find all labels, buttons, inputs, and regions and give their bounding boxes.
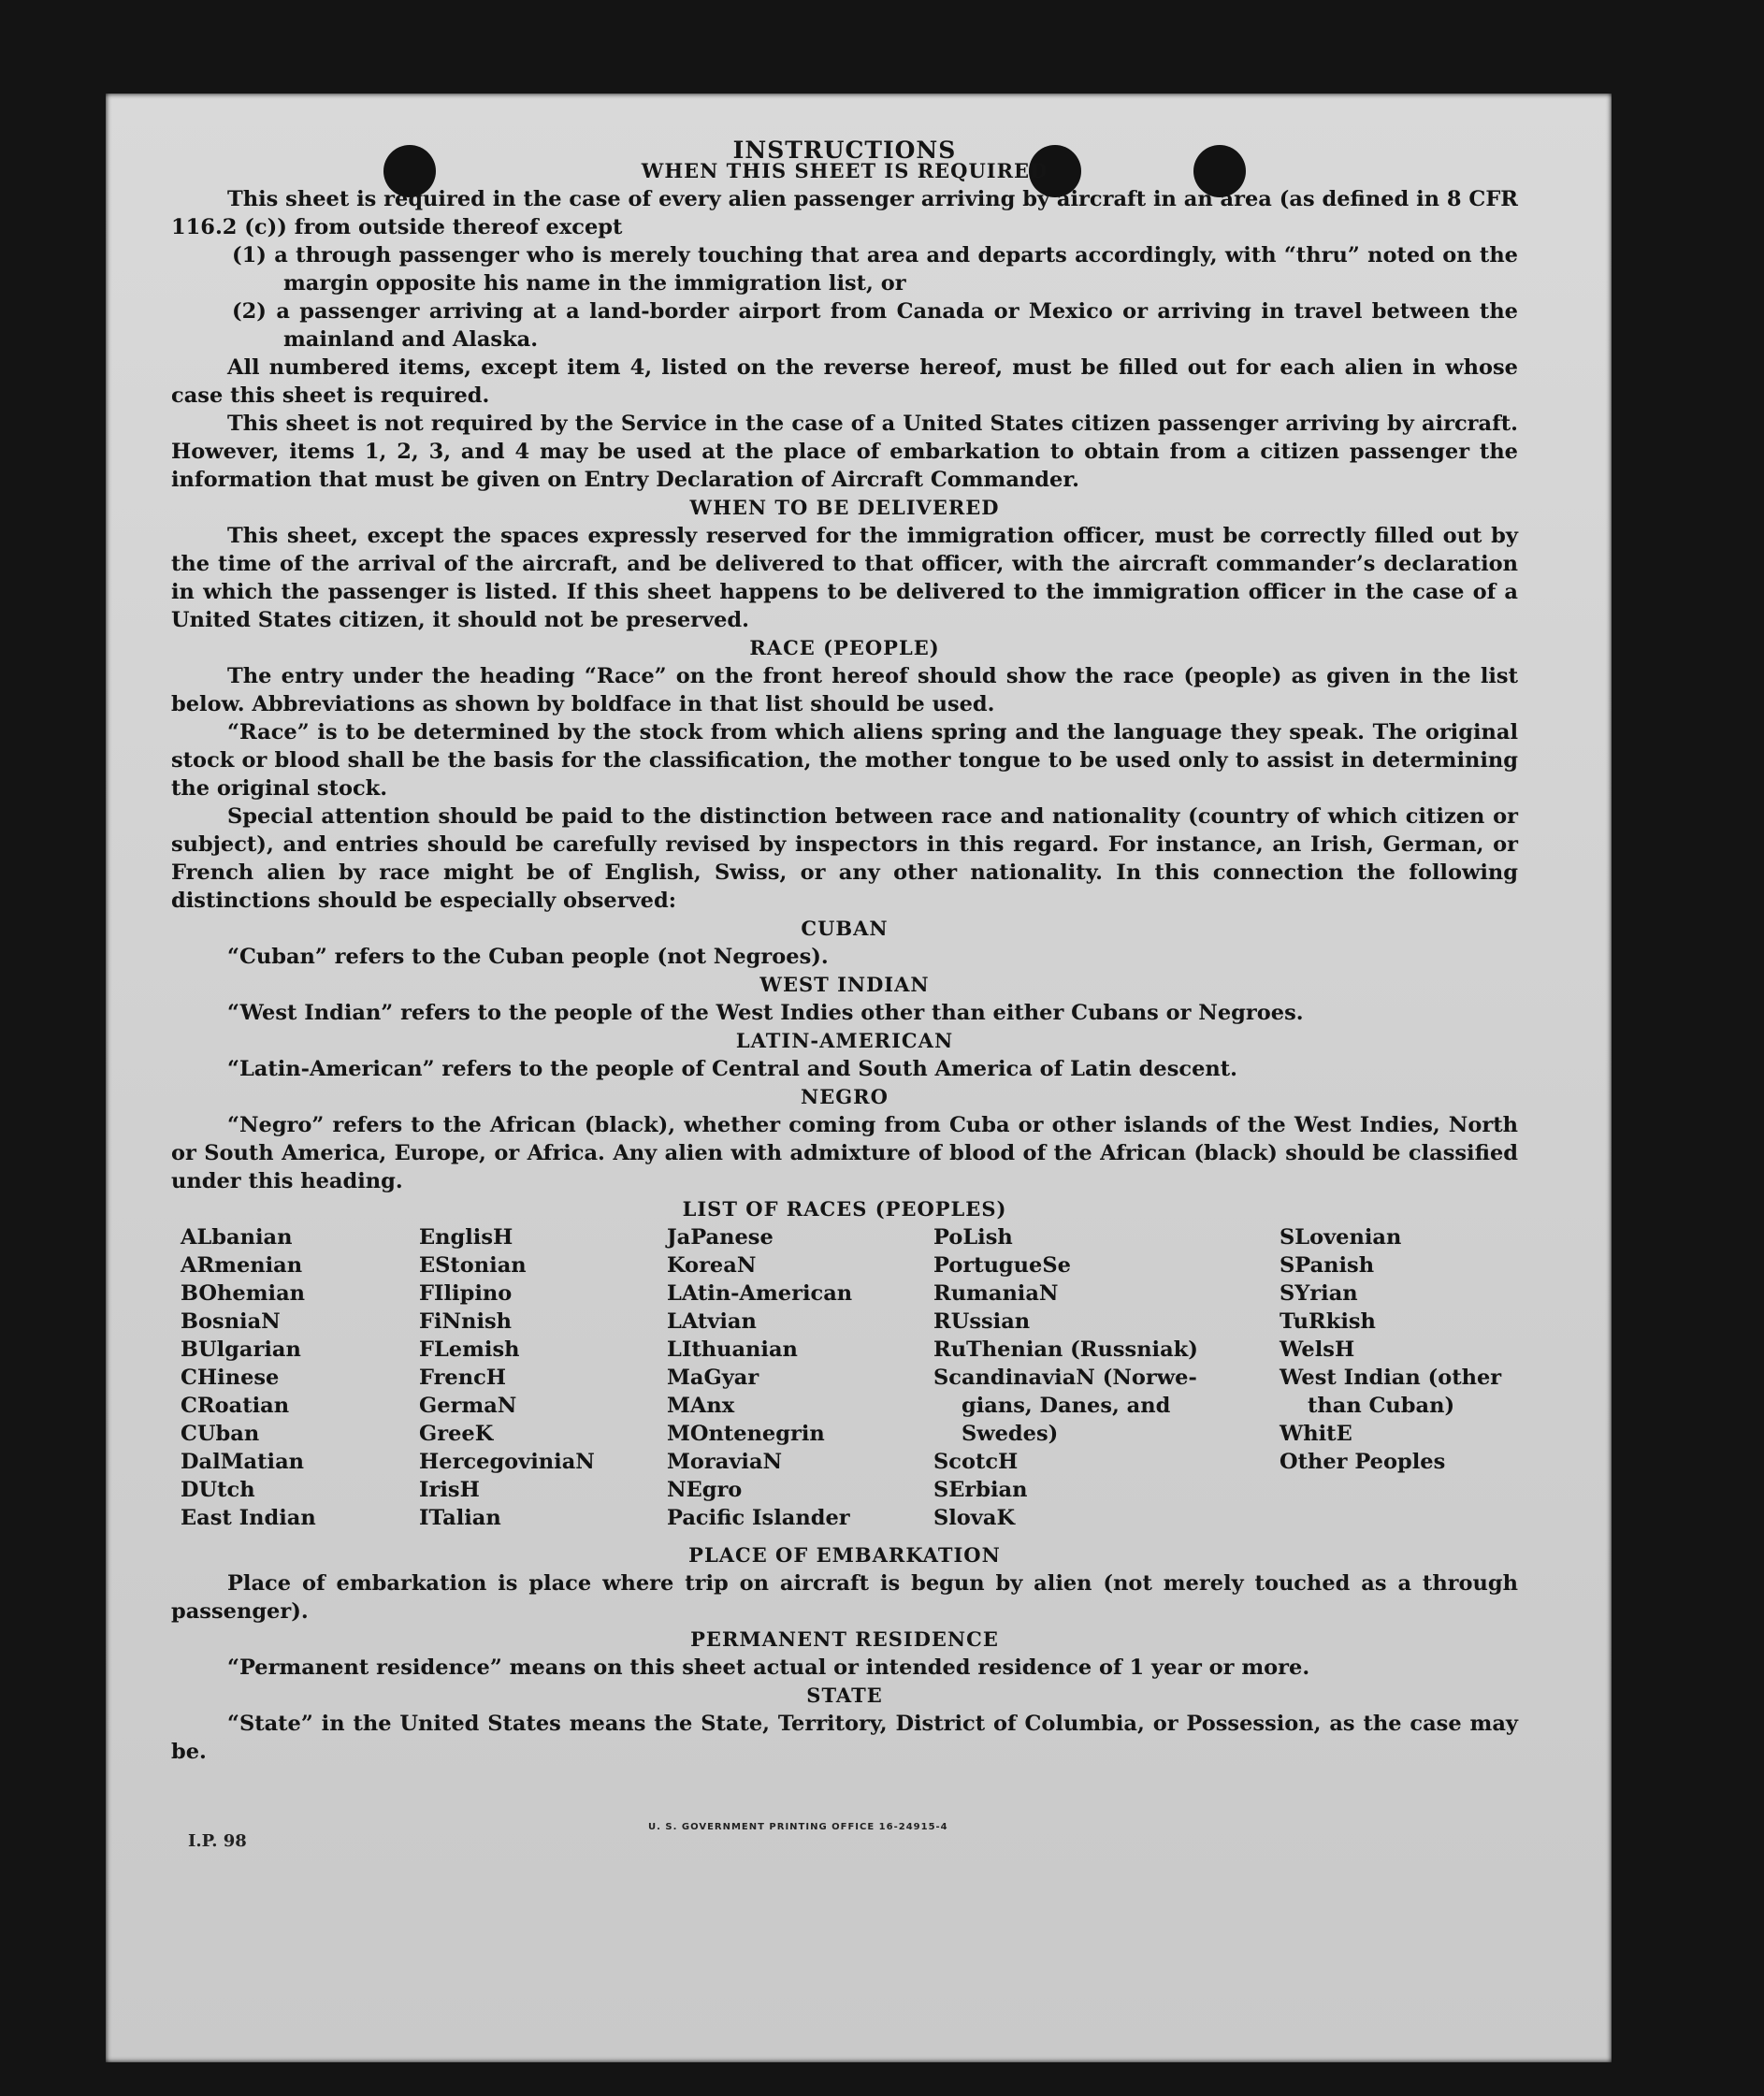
race-item: than Cuban) xyxy=(1308,1394,1455,1418)
race-item: MAnx xyxy=(667,1394,735,1418)
races-column-5 xyxy=(1280,1223,1501,1476)
race-item: FIlipino xyxy=(419,1281,513,1306)
race-item: BosniaN xyxy=(181,1309,281,1334)
latin-american-heading: LATIN-AMERICAN xyxy=(735,1029,954,1052)
race-item: SlovaK xyxy=(933,1506,1016,1530)
race-item: Swedes) xyxy=(962,1422,1059,1446)
races-column-2 xyxy=(419,1223,595,1532)
race-item: ScotcH xyxy=(933,1450,1019,1474)
race-item: NEgro xyxy=(667,1478,743,1502)
document-sheet xyxy=(106,94,1612,2062)
race-item: CHinese xyxy=(181,1366,280,1390)
subheading-when-required: WHEN THIS SHEET IS REQUIRED xyxy=(641,159,1048,182)
race-item: KoreaN xyxy=(667,1253,757,1278)
document-body xyxy=(171,137,1518,1766)
race-item: GreeK xyxy=(419,1422,494,1446)
exception-item-1: (1) a through passenger who is merely touching that area and departs accordingly, with “thru” noted on the margin opposite his name in the immigration list, or xyxy=(232,243,1518,296)
delivered-heading: WHEN TO BE DELIVERED xyxy=(689,496,1000,519)
race-item: MOntenegrin xyxy=(667,1422,825,1446)
latin-american-text: “Latin-American” refers to the people of Central and South America of Latin descent. xyxy=(227,1057,1237,1081)
race-item: EStonian xyxy=(419,1253,527,1278)
race-item: SYrian xyxy=(1280,1281,1358,1306)
race-item: PoLish xyxy=(933,1225,1013,1250)
race-item: SLovenian xyxy=(1280,1225,1402,1250)
embarkation-heading: PLACE OF EMBARKATION xyxy=(688,1543,1001,1567)
race-item: IrisH xyxy=(419,1478,480,1502)
title: INSTRUCTIONS xyxy=(732,137,957,164)
west-indian-heading: WEST INDIAN xyxy=(759,973,930,996)
printer-imprint: U. S. GOVERNMENT PRINTING OFFICE 16-24915-4 xyxy=(648,1822,948,1832)
race-item: GermaN xyxy=(419,1394,517,1418)
race-item: RUssian xyxy=(933,1309,1031,1334)
race-item: HercegoviniaN xyxy=(419,1450,595,1474)
citizen-paragraph: This sheet is not required by the Service in the case of a United States citizen passenger arriving by aircraft. However, items 1, 2, 3, and 4 may be used at the place of embarkation to obtain from a citizen passenger the information that must be given on Entry Declaration of Aircraft Commander. xyxy=(171,412,1518,492)
embarkation-text: Place of embarkation is place where trip on aircraft is begun by alien (not merely touched as a through passenger). xyxy=(171,1571,1518,1624)
race-item: WhitE xyxy=(1280,1422,1352,1446)
race-item: DUtch xyxy=(181,1478,255,1502)
races-column-1 xyxy=(181,1223,316,1532)
race-item: PortugueSe xyxy=(933,1253,1071,1278)
race-item: MaGyar xyxy=(667,1366,759,1390)
race-item: ALbanian xyxy=(181,1225,293,1250)
race-item: JaPanese xyxy=(667,1225,774,1250)
races-list xyxy=(171,1223,1518,1541)
race-item: CUban xyxy=(181,1422,260,1446)
race-item: RuThenian (Russniak) xyxy=(933,1337,1198,1362)
race-item: East Indian xyxy=(181,1506,316,1530)
race-item: DalMatian xyxy=(181,1450,305,1474)
race-heading: RACE (PEOPLE) xyxy=(749,636,940,659)
race-item: ARmenian xyxy=(181,1253,303,1278)
negro-text: “Negro” refers to the African (black), whether coming from Cuba or other islands of the West Indies, North or South America, Europe, or Africa. Any alien with admixture of blood of the African (black) should be classified under this heading. xyxy=(171,1113,1518,1193)
race-item: MoraviaN xyxy=(667,1450,783,1474)
list-of-races-heading: LIST OF RACES (PEOPLES) xyxy=(682,1197,1007,1221)
race-item: West Indian (other xyxy=(1280,1366,1502,1390)
intro-paragraph: This sheet is required in the case of every alien passenger arriving by aircraft in an area (as defined in 8 CFR 116.2 (c)) from outside thereof except xyxy=(171,187,1518,239)
race-paragraph-2: “Race” is to be determined by the stock from which aliens spring and the language they speak. The original stock or blood shall be the basis for the classification, the mother tongue to be used only to assist in determining the original stock. xyxy=(171,720,1518,801)
race-item: LAtvian xyxy=(667,1309,757,1334)
race-item: FrencH xyxy=(419,1366,507,1390)
race-item: BOhemian xyxy=(181,1281,306,1306)
race-item: Other Peoples xyxy=(1280,1450,1446,1474)
delivered-text: This sheet, except the spaces expressly reserved for the immigration officer, must be correctly filled out by the time of the arrival of the aircraft, and be delivered to that officer, with the aircraft commander’s declaration in which the passenger is listed. If this sheet happens to be delivered to the immigration officer in the case of a United States citizen, it should not be preserved. xyxy=(171,524,1518,632)
west-indian-text: “West Indian” refers to the people of the West Indies other than either Cubans or Negroes. xyxy=(227,1001,1304,1025)
race-item: LIthuanian xyxy=(667,1337,798,1362)
race-item: BUlgarian xyxy=(181,1337,301,1362)
race-item: CRoatian xyxy=(181,1394,290,1418)
race-item: ITalian xyxy=(419,1506,501,1530)
race-item: FiNnish xyxy=(419,1309,513,1334)
race-item: TuRkish xyxy=(1280,1309,1376,1334)
races-column-4 xyxy=(933,1223,1198,1532)
race-paragraph-3: Special attention should be paid to the distinction between race and nationality (country of which citizen or subject), and entries should be carefully revised by inspectors in this regard. For instance, an Irish, German, or French alien by race might be of English, Swiss, or any other nationality. In this connection the following distinctions should be especially observed: xyxy=(171,804,1518,913)
race-item: FLemish xyxy=(419,1337,520,1362)
exception-item-2: (2) a passenger arriving at a land-border airport from Canada or Mexico or arriving in travel between the mainland and Alaska. xyxy=(232,299,1518,352)
race-paragraph-1: The entry under the heading “Race” on the front hereof should show the race (people) as given in the list below. Abbreviations as shown by boldface in that list should be used. xyxy=(171,664,1518,716)
cuban-heading: CUBAN xyxy=(801,917,889,940)
race-item: ScandinaviaN (Norwe- xyxy=(933,1366,1197,1390)
form-number: I.P. 98 xyxy=(188,1831,247,1851)
race-item: WelsH xyxy=(1280,1337,1355,1362)
race-item: EnglisH xyxy=(419,1225,513,1250)
race-item: SPanish xyxy=(1280,1253,1375,1278)
race-item: Pacific Islander xyxy=(667,1506,850,1530)
race-item: LAtin-American xyxy=(667,1281,853,1306)
race-item: gians, Danes, and xyxy=(962,1394,1171,1418)
numbered-items-paragraph: All numbered items, except item 4, listed on the reverse hereof, must be filled out for each alien in whose case this sheet is required. xyxy=(171,355,1518,408)
cuban-text: “Cuban” refers to the Cuban people (not Negroes). xyxy=(227,945,829,969)
state-text: “State” in the United States means the State, Territory, District of Columbia, or Possession, as the case may be. xyxy=(171,1712,1518,1764)
race-item: SErbian xyxy=(933,1478,1028,1502)
state-heading: STATE xyxy=(806,1684,883,1707)
negro-heading: NEGRO xyxy=(801,1085,889,1108)
race-item: RumaniaN xyxy=(933,1281,1059,1306)
races-column-3 xyxy=(667,1223,852,1532)
residence-text: “Permanent residence” means on this sheet actual or intended residence of 1 year or more. xyxy=(227,1655,1310,1680)
residence-heading: PERMANENT RESIDENCE xyxy=(690,1627,999,1651)
